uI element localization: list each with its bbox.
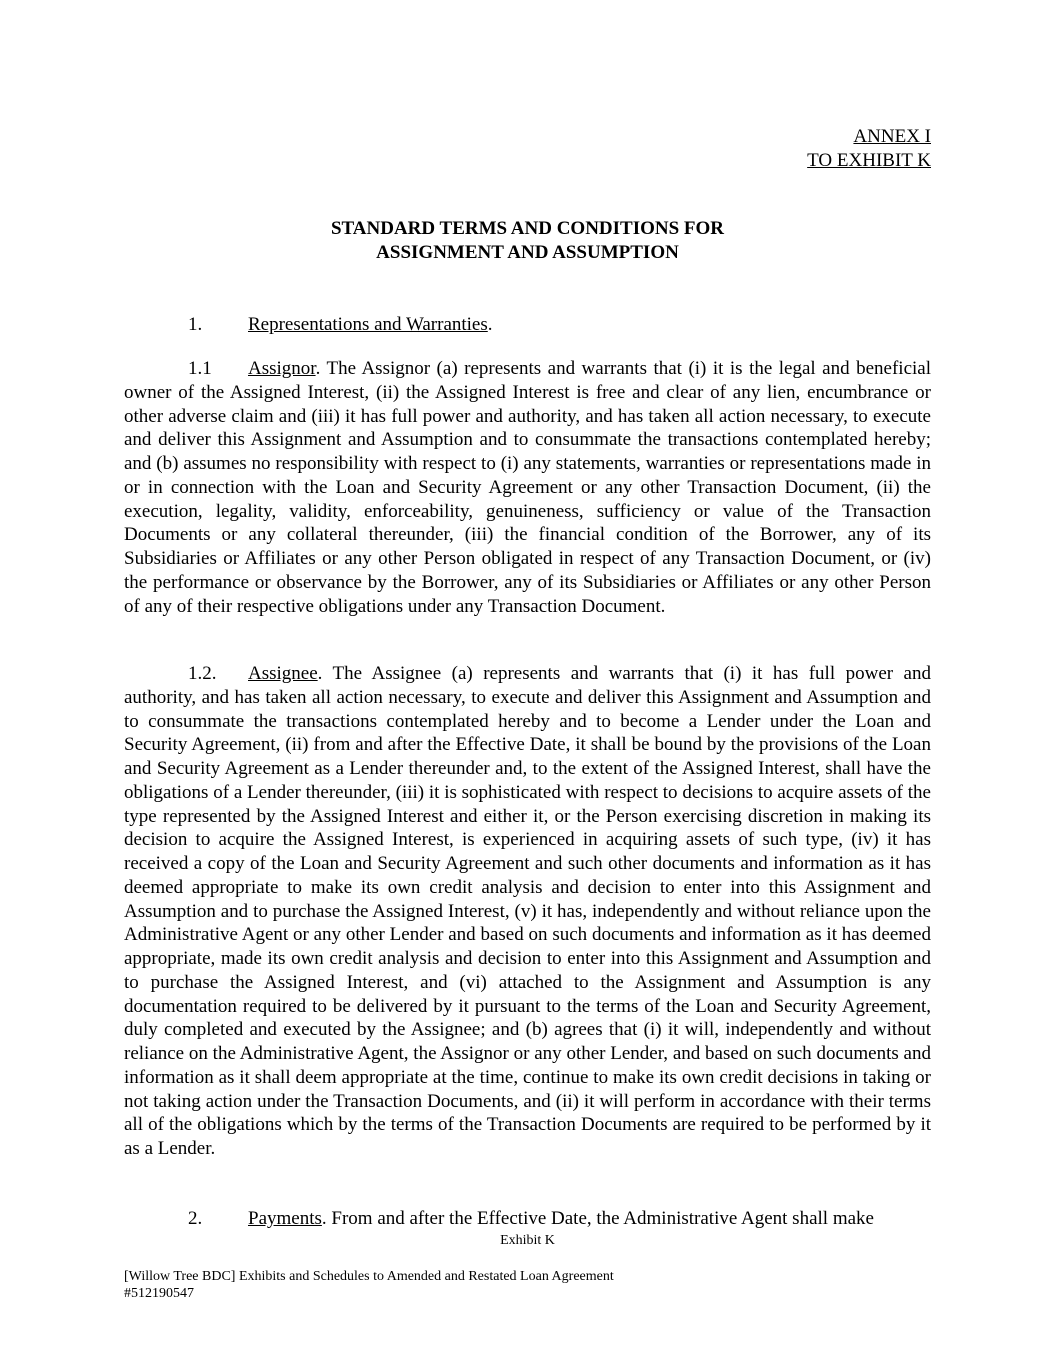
paragraph-2-heading: Payments <box>248 1208 322 1229</box>
footer-line-2: #512190547 <box>124 1286 194 1301</box>
annex-line-2: TO EXHIBIT K <box>807 150 931 171</box>
paragraph-1-2-number: 1.2. <box>188 663 217 684</box>
section-1-heading <box>188 313 493 337</box>
paragraph-1-1-heading: Assignor <box>248 358 316 379</box>
footer-document-reference <box>124 1268 614 1302</box>
annex-heading <box>807 125 931 173</box>
title-line-2: ASSIGNMENT AND ASSUMPTION <box>376 242 679 263</box>
footer-line-1: [Willow Tree BDC] Exhibits and Schedules to Amended and Restated Loan Agreement <box>124 1269 614 1284</box>
section-1-title: Representations and Warranties <box>248 314 488 335</box>
paragraph-1-2-heading: Assignee <box>248 663 318 684</box>
paragraph-2-text: . From and after the Effective Date, the Administrative Agent shall make <box>321 1208 874 1229</box>
paragraph-2-payments <box>124 1207 931 1231</box>
paragraph-1-1-text: . The Assignor (a) represents and warrants that (i) it is the legal and beneficial owner of the Assigned Interest, (ii) the Assigned Interest is free and clear of any lien, encumbrance or other adverse claim and (iii) it has full power and authority, and has taken all action necessary, to execute and deliver this Assignment and Assumption and to consummate the transactions contemplated hereby; and (b) assumes no responsibility with respect to (i) any statements, warranties or representations made in or in connection with the Loan and Security Agreement or any other Transaction Document, (ii) the execution, legality, validity, enforceability, genuineness, sufficiency or value of the Transaction Documents or any collateral thereunder, (iii) the financial condition of the Borrower, any of its Subsidiaries or Affiliates or any other Person obligated in respect of any Transaction Document, or (iv) the performance or observance by the Borrower, any of its Subsidiaries or Affiliates or any other Person of any of their respective obligations under any Transaction Document. <box>124 358 931 617</box>
title-line-1: STANDARD TERMS AND CONDITIONS FOR <box>330 218 725 239</box>
document-title <box>0 217 1055 265</box>
paragraph-1-1-number: 1.1 <box>188 358 212 379</box>
section-1-number: 1. <box>188 314 203 335</box>
section-1-title-period: . <box>487 314 493 335</box>
paragraph-1-2-assignee <box>124 662 931 1161</box>
paragraph-1-1-assignor <box>124 357 931 618</box>
paragraph-1-2-text: . The Assignee (a) represents and warrants that (i) it has full power and authority, and has taken all action necessary, to execute and deliver this Assignment and Assumption and to consummate the transactions contemplated hereby and to become a Lender under the Loan and Security Agreement, (ii) from and after the Effective Date, it shall be bound by the provisions of the Loan and Security Agreement as a Lender thereunder and, to the extent of the Assigned Interest, shall have the obligations of a Lender thereunder, (iii) it is sophisticated with respect to decisions to acquire assets of the type represented by the Assigned Interest and either it, or the Person exercising discretion in making its decision to acquire the Assigned Interest, is experienced in acquiring assets of such type, (iv) it has received a copy of the Loan and Security Agreement and such other documents and information as it has deemed appropriate to make its own credit analysis and decision to enter into this Assignment and Assumption and to purchase the Assigned Interest, (v) it has, independently and without reliance upon the Administrative Agent or any other Lender and based on such documents and information as it has deemed appropriate, made its own credit analysis and decision to enter into this Assignment and Assumption and to purchase the Assigned Interest, and (vi) attached to the Assignment and Assumption is any documentation required to be delivered by it pursuant to the terms of the Loan and Security Agreement, duly completed and executed by the Assignee; and (b) agrees that (i) it will, independently and without reliance on the Administrative Agent, the Assignor or any other Lender, and based on such documents and information as it shall deem appropriate at the time, continue to make its own credit decisions in taking or not taking action under the Transaction Documents, and (ii) it will perform in accordance with their terms all of the obligations which by the terms of the Transaction Documents are required to be performed by it as a Lender. <box>124 663 931 1159</box>
annex-line-1: ANNEX I <box>853 126 931 147</box>
footer-exhibit-label: Exhibit K <box>500 1233 555 1248</box>
paragraph-2-number: 2. <box>188 1208 203 1229</box>
